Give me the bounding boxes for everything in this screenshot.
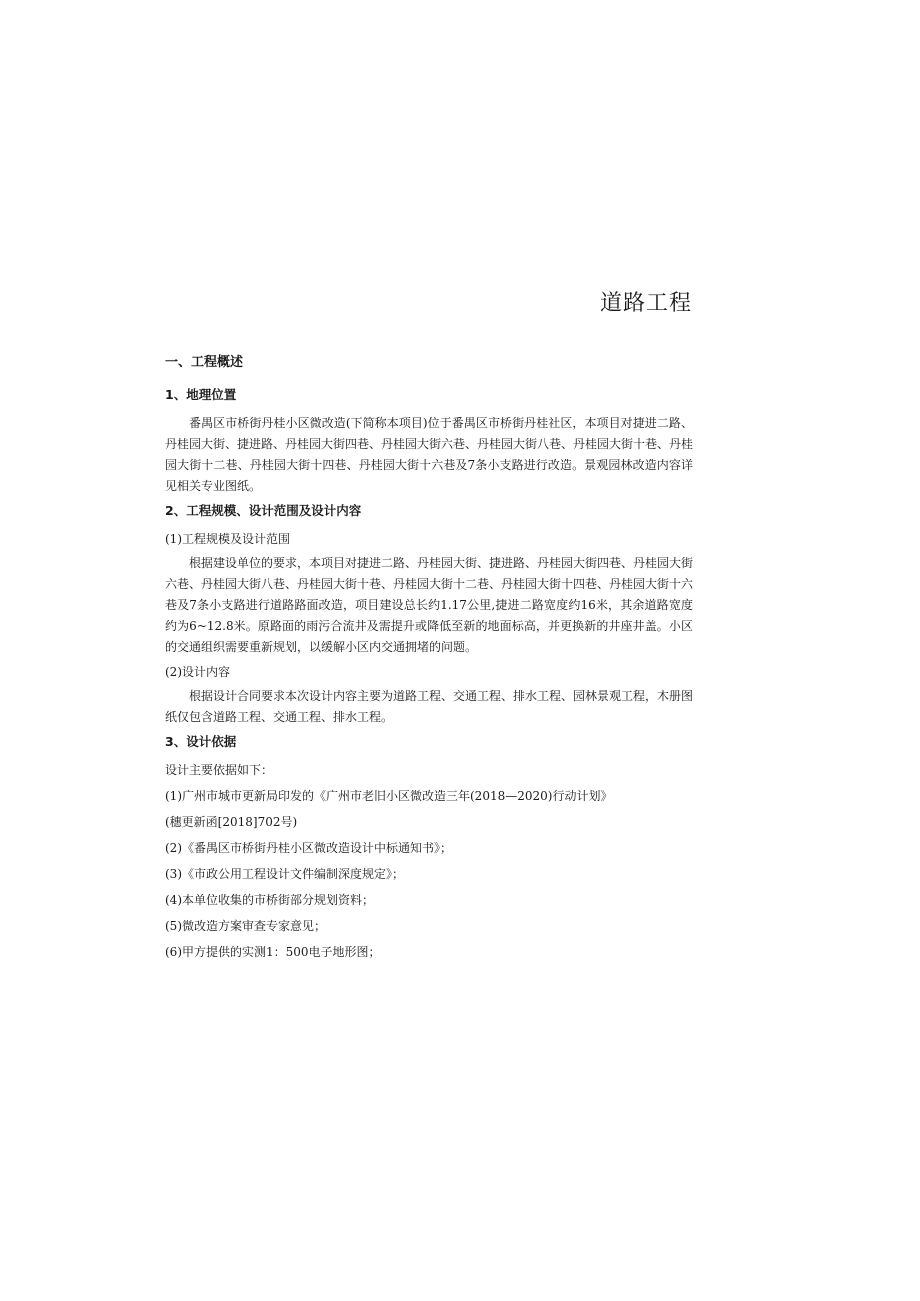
subsection-heading-scale: 2、工程规模、设计范围及设计内容 xyxy=(165,503,362,518)
basis-item: (穗更新函[2018]702号) xyxy=(165,815,298,829)
design-content-paragraph: 根据设计合同要求本次设计内容主要为道路工程、交通工程、排水工程、园林景观工程，木册图纸仅包含道路工程、交通工程、排水工程。 xyxy=(165,689,694,724)
item-heading-scale-scope: (1)工程规模及设计范围 xyxy=(165,532,290,546)
subsection-heading-basis: 3、设计依据 xyxy=(165,734,237,749)
basis-item: (4)本单位收集的市桥街部分规划资料； xyxy=(165,893,374,907)
scale-scope-paragraph: 根据建设单位的要求，本项目对捷进二路、丹桂园大街、捷进路、丹桂园大街四巷、丹桂园大街六巷、丹桂园大街八巷、丹桂园大街十巷、丹桂园大街十二巷、丹桂园大街十四巷、丹桂园大街十六巷及7条小支路进行道路路面改造，项目建设总长约1.17公里,捷进二路宽度约16米，其余道路宽度约为6~12.8米。原路面的雨污合流井及需提升或降低至新的地面标高，并更换新的井座井盖。小区的交通组织需要重新规划，以缓解小区内交通拥堵的问题。 xyxy=(165,556,694,654)
basis-item: (2)《番禺区市桥街丹桂小区微改造设计中标通知书》； xyxy=(165,841,453,855)
subsection-heading-location: 1、地理位置 xyxy=(165,387,237,402)
basis-intro: 设计主要依据如下： xyxy=(165,763,274,777)
location-paragraph: 番禺区市桥街丹桂小区微改造(下简称本项目)位于番禺区市桥街丹桂社区，本项目对捷进二路、丹桂园大街、捷进路、丹桂园大街四巷、丹桂园大街六巷、丹桂园大街八巷、丹桂园大街十巷、丹桂园大街十二巷、丹桂园大街十四巷、丹桂园大街十六巷及7条小支路进行改造。景观园林改造内容详见相关专业图纸。 xyxy=(165,416,694,493)
item-heading-design-content: (2)设计内容 xyxy=(165,665,230,679)
basis-item: (6)甲方提供的实测1：500电子地形图； xyxy=(165,945,381,959)
basis-item: (1)广州市城市更新局印发的《广州市老旧小区微改造三年(2018—2020)行动计划》 xyxy=(165,789,613,803)
basis-item: (5)微改造方案审查专家意见； xyxy=(165,919,326,933)
document-title: 道路工程 xyxy=(599,291,692,316)
section-heading-overview: 一、工程概述 xyxy=(165,355,244,370)
basis-item: (3)《市政公用工程设计文件编制深度规定》； xyxy=(165,867,404,881)
document-body xyxy=(165,353,693,968)
